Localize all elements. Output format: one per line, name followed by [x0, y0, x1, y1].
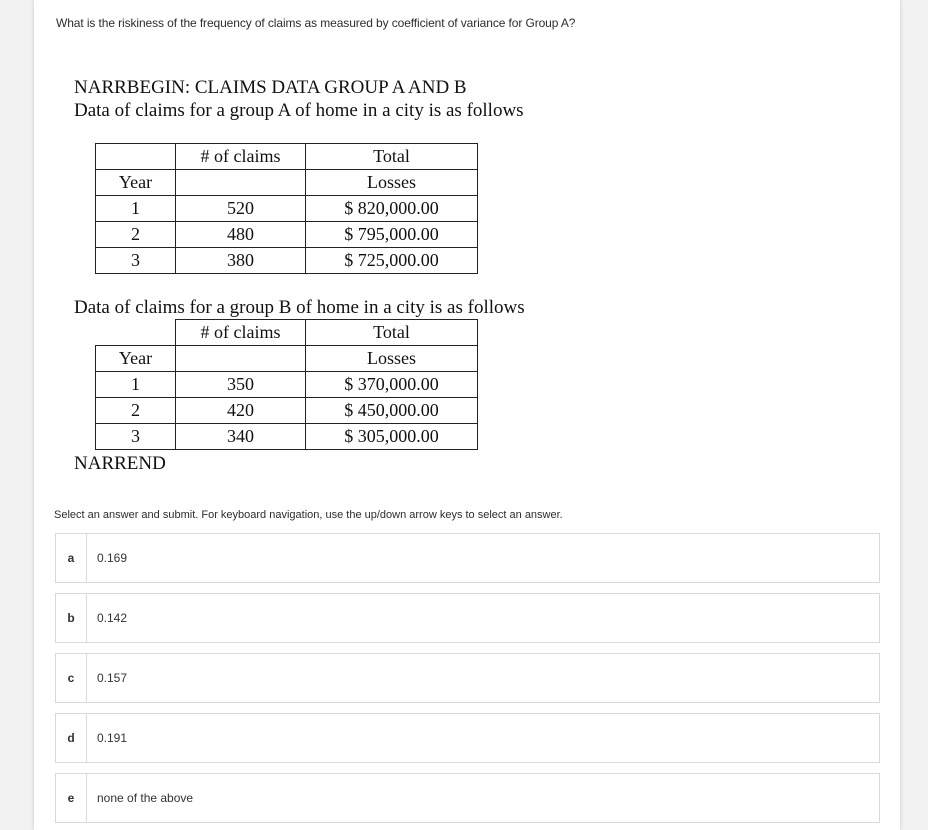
- table-row: [96, 196, 478, 222]
- table-header-row: [96, 346, 478, 372]
- table-row: [96, 222, 478, 248]
- table-header-row: [96, 170, 478, 196]
- narrative-heading: NARRBEGIN: CLAIMS DATA GROUP A AND B: [74, 77, 467, 98]
- answer-option-c[interactable]: [55, 653, 880, 703]
- year-cell: 1: [96, 196, 176, 222]
- year-cell: 3: [96, 424, 176, 450]
- answer-option-e[interactable]: [55, 773, 880, 823]
- option-letter: b: [56, 594, 87, 642]
- claims-cell: 350: [176, 372, 306, 398]
- option-text: 0.142: [97, 611, 128, 625]
- table-row: [96, 248, 478, 274]
- claims-cell: 480: [176, 222, 306, 248]
- losses-header: Losses: [306, 346, 478, 372]
- year-cell: 2: [96, 398, 176, 424]
- year-header: Year: [96, 346, 176, 372]
- losses-header: Losses: [306, 170, 478, 196]
- total-header: Total: [306, 320, 478, 346]
- option-text: 0.169: [97, 551, 128, 565]
- table-header-row: [96, 320, 478, 346]
- losses-cell: $ 450,000.00: [306, 398, 478, 424]
- year-cell: 1: [96, 372, 176, 398]
- option-letter: c: [56, 654, 87, 702]
- instructions-text: Select an answer and submit. For keyboard navigation, use the up/down arrow keys to select an answer.: [54, 509, 563, 521]
- group-a-intro: Data of claims for a group A of home in a city is as follows: [74, 100, 524, 121]
- total-header: Total: [306, 144, 478, 170]
- narrative-end: NARREND: [74, 453, 166, 474]
- group-b-table: [95, 319, 478, 450]
- option-letter: a: [56, 534, 87, 582]
- table-row: [96, 372, 478, 398]
- answer-option-d[interactable]: [55, 713, 880, 763]
- claims-cell: 380: [176, 248, 306, 274]
- year-cell: 3: [96, 248, 176, 274]
- option-text: none of the above: [97, 791, 194, 805]
- losses-cell: $ 725,000.00: [306, 248, 478, 274]
- year-cell: 2: [96, 222, 176, 248]
- table-header-row: [96, 144, 478, 170]
- option-text: 0.157: [97, 671, 128, 685]
- option-text: 0.191: [97, 731, 128, 745]
- group-b-intro: Data of claims for a group B of home in a city is as follows: [74, 297, 525, 318]
- year-header: Year: [96, 170, 176, 196]
- option-letter: d: [56, 714, 87, 762]
- narrative-block: [74, 76, 634, 476]
- table-row: [96, 398, 478, 424]
- option-letter: e: [56, 774, 87, 822]
- losses-cell: $ 370,000.00: [306, 372, 478, 398]
- claims-cell: 520: [176, 196, 306, 222]
- group-a-table: [95, 143, 478, 274]
- answer-option-b[interactable]: [55, 593, 880, 643]
- claims-cell: 340: [176, 424, 306, 450]
- question-text: What is the riskiness of the frequency of claims as measured by coefficient of variance for Group A?: [56, 16, 576, 30]
- claims-header: # of claims: [176, 320, 306, 346]
- losses-cell: $ 305,000.00: [306, 424, 478, 450]
- losses-cell: $ 795,000.00: [306, 222, 478, 248]
- claims-header: # of claims: [176, 144, 306, 170]
- losses-cell: $ 820,000.00: [306, 196, 478, 222]
- question-card: [34, 0, 900, 830]
- claims-cell: 420: [176, 398, 306, 424]
- table-row: [96, 424, 478, 450]
- answer-option-a[interactable]: [55, 533, 880, 583]
